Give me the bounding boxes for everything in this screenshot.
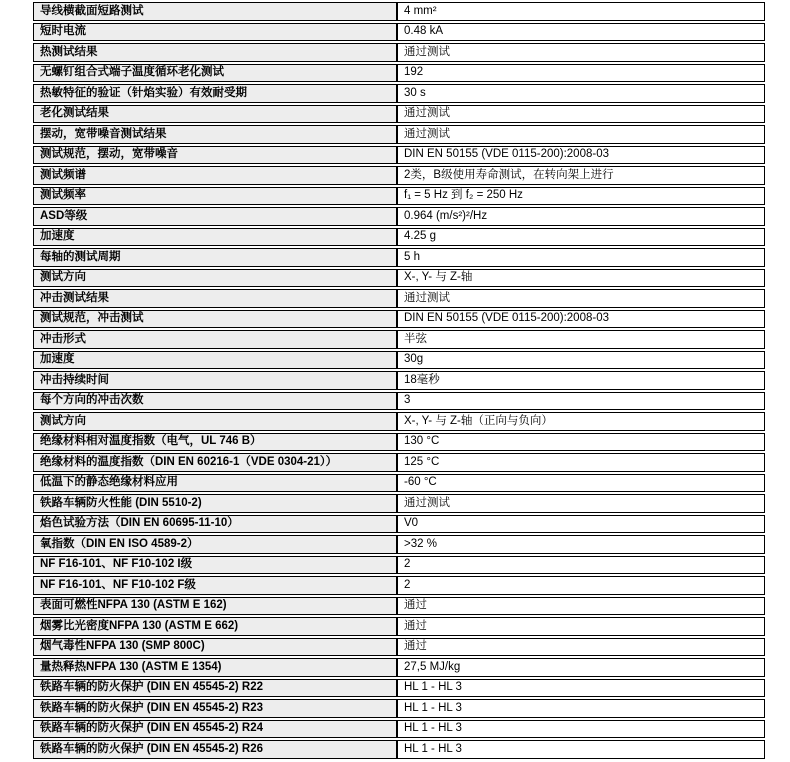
spec-label: 表面可燃性NFPA 130 (ASTM E 162) <box>33 597 397 616</box>
table-row <box>33 658 765 677</box>
spec-label: 测试频谱 <box>33 166 397 185</box>
spec-label: 摆动，宽带噪音测试结果 <box>33 125 397 144</box>
table-row <box>33 617 765 636</box>
spec-value: 130 °C <box>397 433 765 452</box>
table-row <box>33 146 765 165</box>
spec-value: 2 <box>397 576 765 595</box>
spec-label: 低温下的静态绝缘材料应用 <box>33 474 397 493</box>
spec-value: 通过测试 <box>397 105 765 124</box>
table-row <box>33 269 765 288</box>
table-row <box>33 412 765 431</box>
spec-value: HL 1 - HL 3 <box>397 699 765 718</box>
spec-table <box>33 2 765 761</box>
spec-value: 4.25 g <box>397 228 765 247</box>
table-row <box>33 351 765 370</box>
spec-value: DIN EN 50155 (VDE 0115-200):2008-03 <box>397 310 765 329</box>
spec-label: 无螺钉组合式端子温度循环老化测试 <box>33 64 397 83</box>
spec-label: ASD等级 <box>33 207 397 226</box>
spec-label: 老化测试结果 <box>33 105 397 124</box>
spec-label: 冲击形式 <box>33 330 397 349</box>
table-row <box>33 638 765 657</box>
spec-value: 通过 <box>397 638 765 657</box>
table-row <box>33 433 765 452</box>
table-row <box>33 494 765 513</box>
table-row <box>33 720 765 739</box>
table-row <box>33 248 765 267</box>
spec-label: 热敏特征的验证（针焰实验）有效耐受期 <box>33 84 397 103</box>
spec-value: DIN EN 50155 (VDE 0115-200):2008-03 <box>397 146 765 165</box>
table-row <box>33 64 765 83</box>
spec-label: 测试方向 <box>33 269 397 288</box>
table-row <box>33 289 765 308</box>
table-row <box>33 187 765 206</box>
spec-label: NF F16-101、NF F10-102 F级 <box>33 576 397 595</box>
spec-value: 0.48 kA <box>397 23 765 42</box>
spec-value: 2 <box>397 556 765 575</box>
spec-value: X-, Y- 与 Z-轴 <box>397 269 765 288</box>
spec-value: 18毫秒 <box>397 371 765 390</box>
spec-label: 烟气毒性NFPA 130 (SMP 800C) <box>33 638 397 657</box>
spec-label: 氧指数（DIN EN ISO 4589-2） <box>33 535 397 554</box>
table-row <box>33 474 765 493</box>
table-row <box>33 679 765 698</box>
table-row <box>33 371 765 390</box>
spec-label: 冲击测试结果 <box>33 289 397 308</box>
spec-label: 每轴的测试周期 <box>33 248 397 267</box>
table-row <box>33 207 765 226</box>
table-row <box>33 535 765 554</box>
spec-label: 每个方向的冲击次数 <box>33 392 397 411</box>
spec-value: 3 <box>397 392 765 411</box>
spec-value: 30g <box>397 351 765 370</box>
table-row <box>33 166 765 185</box>
table-row <box>33 699 765 718</box>
table-row <box>33 125 765 144</box>
spec-value: 30 s <box>397 84 765 103</box>
spec-value: 通过 <box>397 617 765 636</box>
table-row <box>33 515 765 534</box>
table-row <box>33 453 765 472</box>
spec-value: 0.964 (m/s²)²/Hz <box>397 207 765 226</box>
spec-value: 27,5 MJ/kg <box>397 658 765 677</box>
spec-label: 热测试结果 <box>33 43 397 62</box>
table-row <box>33 556 765 575</box>
table-row <box>33 310 765 329</box>
spec-value: 通过测试 <box>397 289 765 308</box>
spec-label: 测试频率 <box>33 187 397 206</box>
table-row <box>33 330 765 349</box>
table-row <box>33 84 765 103</box>
spec-value: 通过测试 <box>397 494 765 513</box>
table-row <box>33 740 765 759</box>
spec-label: 测试方向 <box>33 412 397 431</box>
spec-label: 冲击持续时间 <box>33 371 397 390</box>
spec-label: 铁路车辆的防火保护 (DIN EN 45545-2) R26 <box>33 740 397 759</box>
spec-label: 铁路车辆防火性能 (DIN 5510-2) <box>33 494 397 513</box>
table-row <box>33 105 765 124</box>
spec-label: 铁路车辆的防火保护 (DIN EN 45545-2) R23 <box>33 699 397 718</box>
spec-value: 通过 <box>397 597 765 616</box>
spec-value: 半弦 <box>397 330 765 349</box>
table-row <box>33 23 765 42</box>
spec-value: -60 °C <box>397 474 765 493</box>
spec-value: >32 % <box>397 535 765 554</box>
spec-label: 测试规范，摆动，宽带噪音 <box>33 146 397 165</box>
spec-label: 加速度 <box>33 228 397 247</box>
spec-value: 通过测试 <box>397 43 765 62</box>
spec-label: 焰色试验方法（DIN EN 60695-11-10） <box>33 515 397 534</box>
table-row <box>33 228 765 247</box>
table-row <box>33 576 765 595</box>
table-row <box>33 597 765 616</box>
spec-value: 通过测试 <box>397 125 765 144</box>
spec-value: V0 <box>397 515 765 534</box>
spec-value: 192 <box>397 64 765 83</box>
spec-value: 5 h <box>397 248 765 267</box>
table-row <box>33 392 765 411</box>
table-row <box>33 43 765 62</box>
spec-value: 125 °C <box>397 453 765 472</box>
spec-label: 加速度 <box>33 351 397 370</box>
spec-label: 铁路车辆的防火保护 (DIN EN 45545-2) R22 <box>33 679 397 698</box>
spec-value: HL 1 - HL 3 <box>397 679 765 698</box>
spec-value: f₁ = 5 Hz 到 f₂ = 250 Hz <box>397 187 765 206</box>
spec-value: HL 1 - HL 3 <box>397 740 765 759</box>
spec-value: 2类，B级使用寿命测试，在转向架上进行 <box>397 166 765 185</box>
spec-label: NF F16-101、NF F10-102 I级 <box>33 556 397 575</box>
spec-label: 烟雾比光密度NFPA 130 (ASTM E 662) <box>33 617 397 636</box>
spec-value: 4 mm² <box>397 2 765 21</box>
spec-label: 绝缘材料相对温度指数（电气，UL 746 B） <box>33 433 397 452</box>
spec-label: 导线横截面短路测试 <box>33 2 397 21</box>
spec-label: 短时电流 <box>33 23 397 42</box>
table-row <box>33 2 765 21</box>
spec-value: X-, Y- 与 Z-轴（正向与负向） <box>397 412 765 431</box>
spec-label: 量热释热NFPA 130 (ASTM E 1354) <box>33 658 397 677</box>
spec-label: 铁路车辆的防火保护 (DIN EN 45545-2) R24 <box>33 720 397 739</box>
spec-label: 测试规范，冲击测试 <box>33 310 397 329</box>
spec-label: 绝缘材料的温度指数（DIN EN 60216-1（VDE 0304-21）） <box>33 453 397 472</box>
spec-value: HL 1 - HL 3 <box>397 720 765 739</box>
